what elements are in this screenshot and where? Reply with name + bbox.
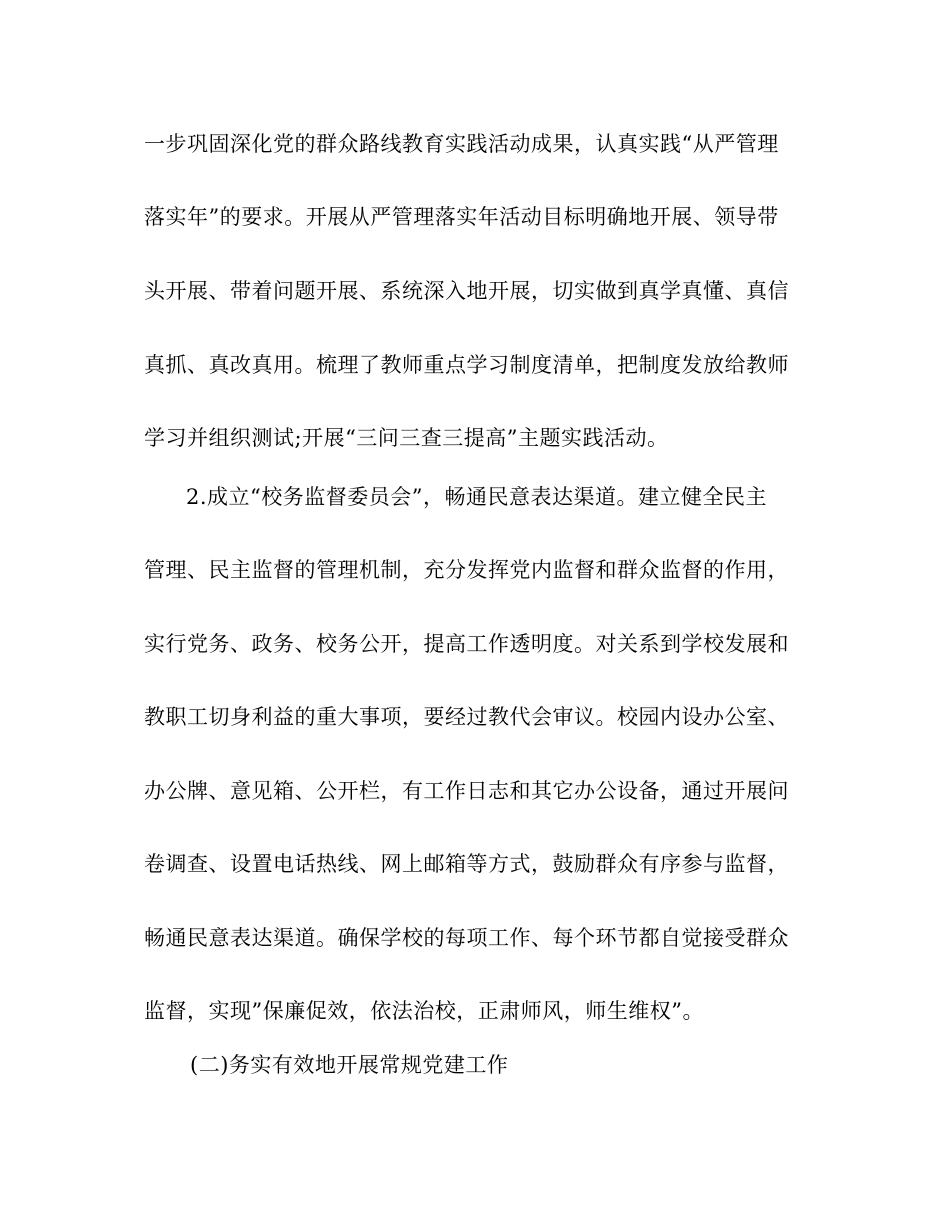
paragraph-line: 卷调查、设置电话热线、网上邮箱等方式，鼓励群众有序参与监督， xyxy=(144,852,789,876)
section-heading: (二)务实有效地开展常规党建工作 xyxy=(190,1053,509,1077)
paragraph-line: 2.成立“校务监督委员会”，畅通民意表达渠道。建立健全民主 xyxy=(186,485,768,509)
paragraph-line: 学习并组织测试;开展“三问三查三提高”主题实践活动。 xyxy=(144,426,669,450)
paragraph-line: 监督，实现”保廉促效，依法治校，正肃师风，师生维权”。 xyxy=(144,999,704,1023)
paragraph-line: 一步巩固深化党的群众路线教育实践活动成果，认真实践“从严管理 xyxy=(144,132,779,156)
paragraph-line: 真抓、真改真用。梳理了教师重点学习制度清单，把制度发放给教师 xyxy=(144,353,789,377)
paragraph-line: 教职工切身利益的重大事项，要经过教代会审议。校园内设办公室、 xyxy=(144,705,789,729)
paragraph-line: 落实年”的要求。开展从严管理落实年活动目标明确地开展、领导带 xyxy=(144,205,779,229)
paragraph-line: 头开展、带着问题开展、系统深入地开展，切实做到真学真懂、真信 xyxy=(144,279,789,303)
paragraph-line: 管理、民主监督的管理机制，充分发挥党内监督和群众监督的作用， xyxy=(144,558,789,582)
paragraph-line: 办公牌、意见箱、公开栏，有工作日志和其它办公设备，通过开展问 xyxy=(144,779,789,803)
paragraph-line: 实行党务、政务、校务公开，提高工作透明度。对关系到学校发展和 xyxy=(144,632,789,656)
paragraph-line: 畅通民意表达渠道。确保学校的每项工作、每个环节都自觉接受群众 xyxy=(144,926,789,950)
